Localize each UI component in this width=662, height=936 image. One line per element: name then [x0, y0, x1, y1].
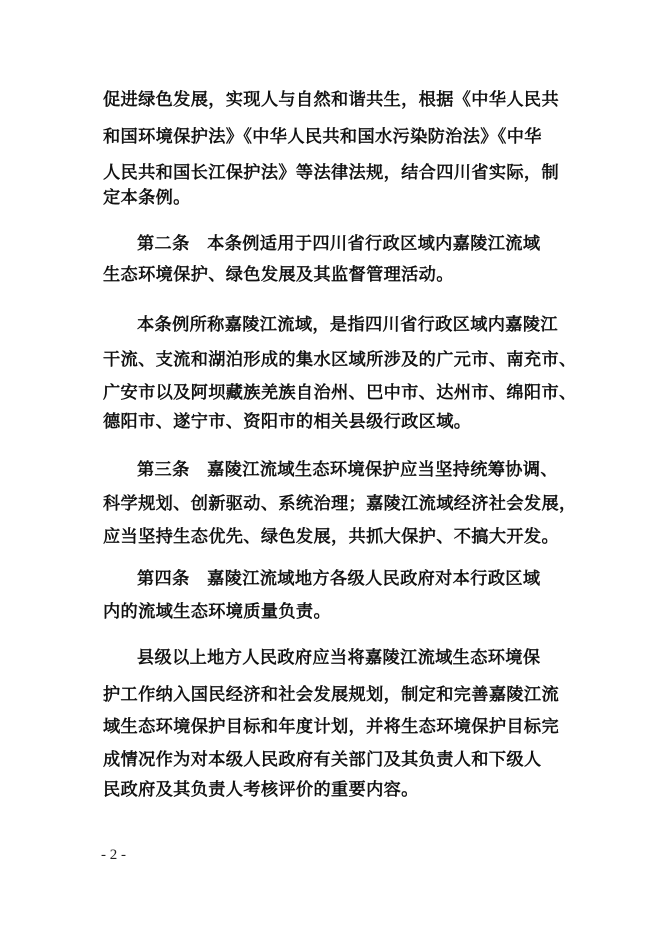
text-line: 科学规划、创新驱动、系统治理；嘉陵江流域经济社会发展， [103, 494, 577, 514]
text-line: 本条例所称嘉陵江流域，是指四川省行政区域内嘉陵江 [137, 315, 558, 335]
text-line: 定本条例。 [103, 188, 191, 208]
text-line: 县级以上地方人民政府应当将嘉陵江流域生态环境保 [137, 648, 541, 668]
article-heading-line: 第三条 嘉陵江流域生态环境保护应当坚持统筹协调、 [137, 460, 558, 480]
text-line: 内的流域生态环境质量负责。 [103, 602, 331, 622]
text-line: 域生态环境保护目标和年度计划，并将生态环境保护目标完 [103, 717, 559, 737]
article-heading-line: 第四条 嘉陵江流域地方各级人民政府对本行政区域 [137, 569, 541, 589]
text-line: 促进绿色发展，实现人与自然和谐共生，根据《中华人民共 [103, 90, 559, 110]
page-number: - 2 - [101, 847, 126, 863]
text-line: 干流、支流和湖泊形成的集水区域所涉及的广元市、南充市、 [103, 350, 577, 370]
text-line: 成情况作为对本级人民政府有关部门及其负责人和下级人 [103, 750, 542, 770]
text-line: 护工作纳入国民经济和社会发展规划，制定和完善嘉陵江流 [103, 685, 559, 705]
text-line: 人民共和国长江保护法》等法律法规，结合四川省实际，制 [103, 163, 559, 183]
text-line: 德阳市、遂宁市、资阳市的相关县级行政区域。 [103, 412, 472, 432]
article-heading-line: 第二条 本条例适用于四川省行政区域内嘉陵江流域 [137, 234, 541, 254]
text-line: 广安市以及阿坝藏族羌族自治州、巴中市、达州市、绵阳市、 [103, 383, 577, 403]
text-line: 应当坚持生态优先、绿色发展，共抓大保护、不搞大开发。 [103, 527, 559, 547]
text-line: 生态环境保护、绿色发展及其监督管理活动。 [103, 265, 454, 285]
text-line: 民政府及其负责人考核评价的重要内容。 [103, 780, 419, 800]
text-line: 和国环境保护法》《中华人民共和国水污染防治法》《中华 [103, 127, 542, 147]
